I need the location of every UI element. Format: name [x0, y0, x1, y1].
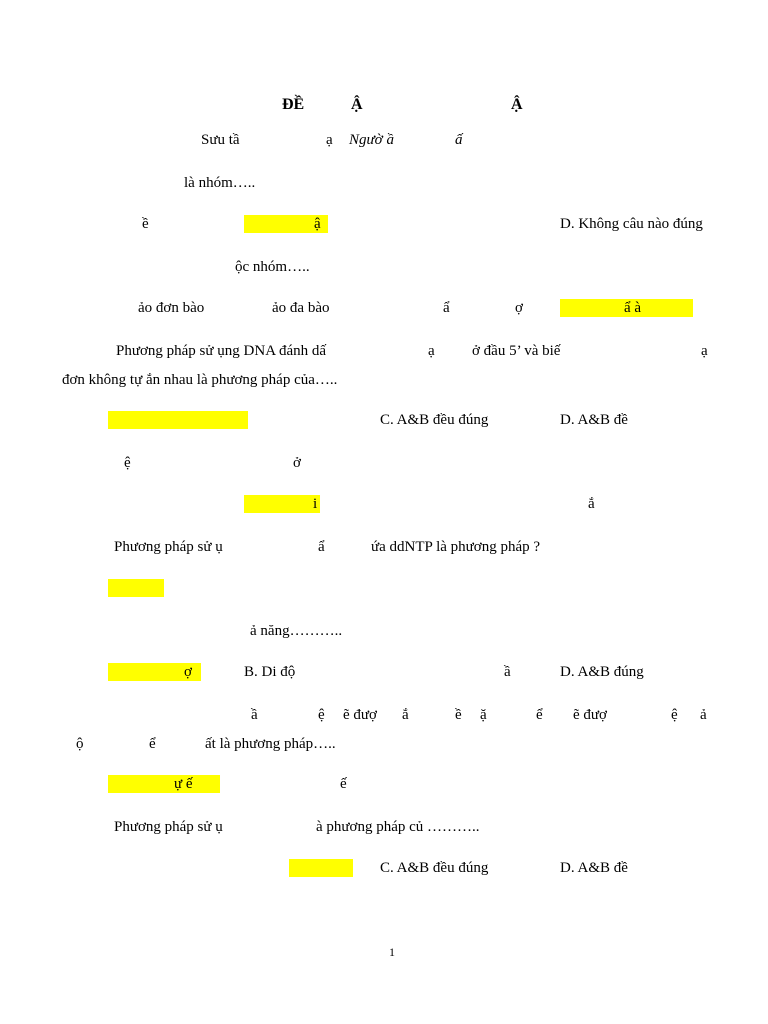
q6-option-b: B. Di độ — [244, 664, 296, 680]
q4-option-d: ắ — [588, 496, 595, 512]
q1-option-c: ậ — [314, 216, 321, 232]
question-1-text: là nhóm….. — [184, 175, 256, 191]
question-6-text: ả năng……….. — [250, 623, 343, 639]
question-2-text: ộc nhóm….. — [235, 259, 310, 275]
page-title-part: Ậ — [351, 96, 363, 113]
q7-line1-frag: ả — [700, 707, 707, 723]
q7-line1-frag: ề — [455, 707, 462, 723]
q8-text-a: Phương pháp sử ụ — [114, 819, 223, 835]
q3-option-d: D. A&B đề — [560, 412, 628, 428]
q7-line1-frag: ệ — [318, 707, 325, 723]
q3-line1-c: ở đầu 5’ và biế — [472, 343, 561, 359]
answer-highlight — [244, 495, 320, 513]
q7-line2-b: ể — [149, 736, 156, 752]
q7-line1-frag: ệ — [671, 707, 678, 723]
q3-option-c: C. A&B đều đúng — [380, 412, 489, 428]
q7-line2-a: ộ — [76, 736, 84, 752]
q1-option-a: ề — [142, 216, 149, 232]
q7-line1-frag: ẽ đượ — [573, 707, 607, 723]
q8-option-d: D. A&B đề — [560, 860, 628, 876]
q5-text-c: ứa ddNTP là phương pháp ? — [371, 539, 541, 555]
page-title-part: Ậ — [511, 96, 523, 113]
q7-line1-frag: ẽ đượ — [343, 707, 377, 723]
q3-line2: đơn không tự ắn nhau là phương pháp của….. — [62, 372, 338, 388]
q7-option-b: ế — [340, 776, 347, 792]
answer-highlight — [108, 411, 248, 429]
q7-line2-c: ất là phương pháp….. — [205, 736, 336, 752]
author-name: Ngườ ầ — [349, 132, 394, 148]
q6-option-a: ợ — [184, 664, 192, 680]
q4-text-a: ệ — [124, 455, 131, 471]
q8-text-b: à phương pháp củ ……….. — [316, 819, 480, 835]
q6-option-d: D. A&B đúng — [560, 664, 644, 680]
q2-option-a: ảo đơn bào — [138, 300, 205, 316]
q4-text-b: ở — [293, 455, 301, 471]
q7-line1-frag: ầ — [251, 707, 258, 723]
q7-line1-frag: ắ — [402, 707, 409, 723]
answer-highlight — [108, 579, 164, 597]
q8-option-c: C. A&B đều đúng — [380, 860, 489, 876]
answer-highlight — [108, 775, 220, 793]
author-mid: ạ — [326, 132, 333, 148]
q2-option-c1: ẩ — [443, 300, 450, 316]
q1-option-d: D. Không câu nào đúng — [560, 216, 703, 232]
page-number: 1 — [389, 945, 395, 959]
q2-option-c2: ợ — [515, 300, 523, 316]
author-tail: ấ — [455, 132, 463, 148]
page-title: ĐỀ — [282, 96, 305, 113]
q5-text-b: ẩ — [318, 539, 325, 555]
author-prefix: Sưu tầ — [201, 132, 240, 148]
q4-option-b: i — [313, 496, 318, 512]
q7-option-a: ự ế — [174, 776, 193, 792]
q3-line1-d: ạ — [701, 343, 708, 359]
q5-text-a: Phương pháp sử ụ — [114, 539, 223, 555]
q7-line1-frag: ể — [536, 707, 543, 723]
q2-option-b: ảo đa bào — [272, 300, 330, 316]
q3-line1-a: Phương pháp sử ụng DNA đánh dấ — [116, 343, 327, 359]
q7-line1-frag: ặ — [480, 707, 487, 723]
q2-option-d: ẩ à — [624, 300, 642, 316]
q6-option-c: ầ — [504, 664, 511, 680]
q3-line1-b: ạ — [428, 343, 435, 359]
answer-highlight — [289, 859, 353, 877]
